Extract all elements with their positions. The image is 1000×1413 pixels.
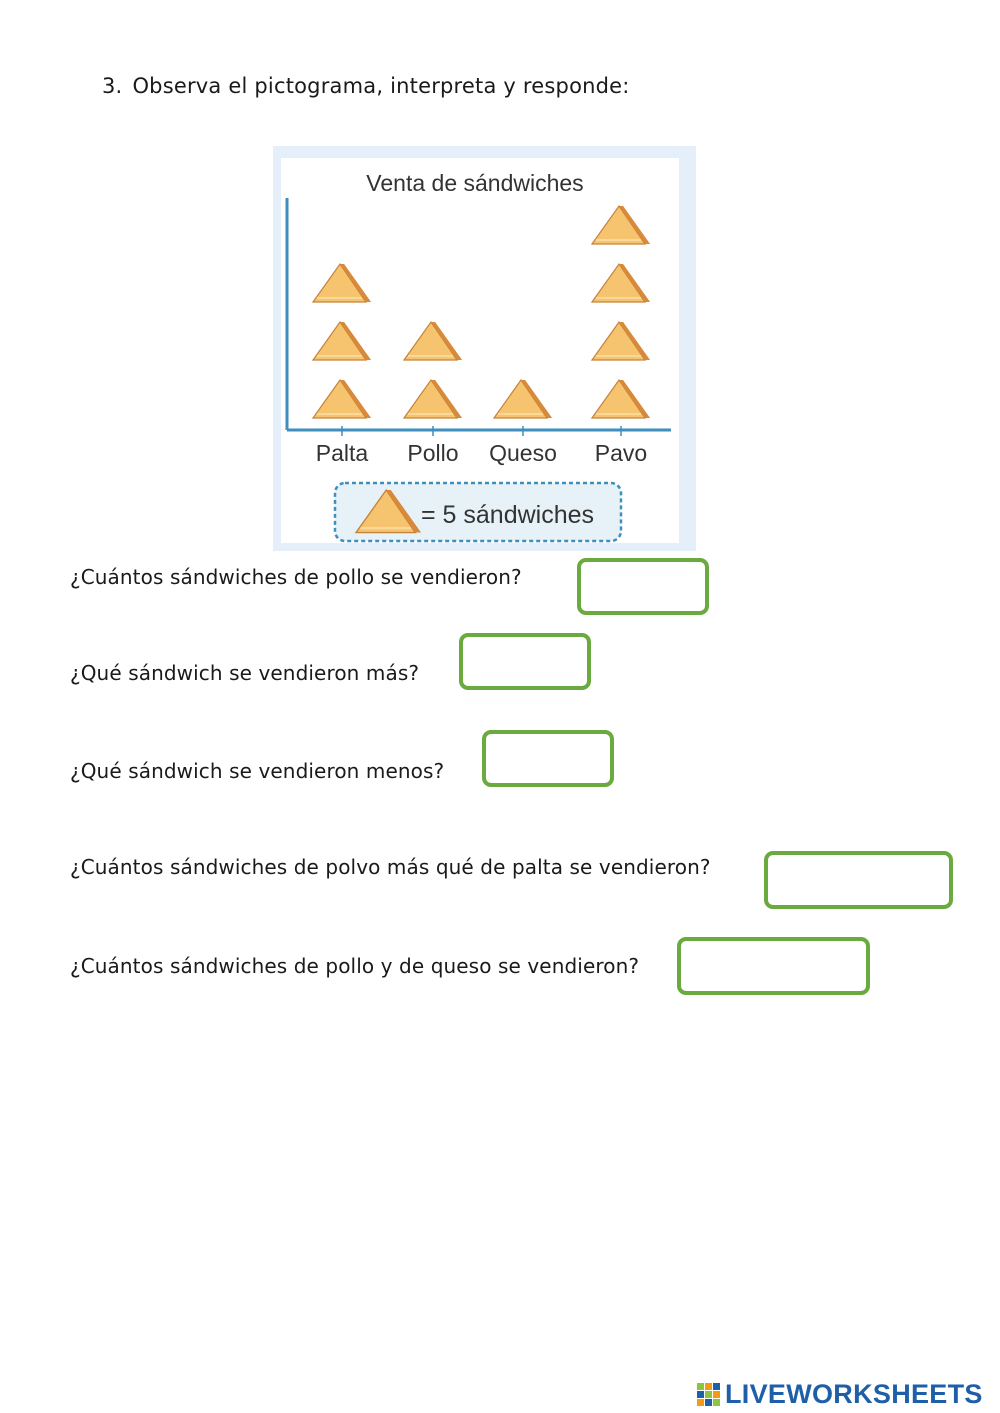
category-label-pollo: Pollo: [407, 440, 459, 466]
question-1: ¿Cuántos sándwiches de pollo se vendieron?: [70, 565, 522, 589]
chart-marks: [313, 206, 650, 418]
category-labels: [316, 440, 647, 466]
sandwich-icon-palta-3: [313, 264, 371, 302]
instruction: [102, 74, 630, 98]
chart-canvas: [281, 158, 679, 543]
sandwich-icon-pollo-2: [404, 322, 462, 360]
sandwich-icon-pavo-1: [592, 380, 650, 418]
category-label-pavo: Pavo: [594, 440, 648, 466]
liveworksheets-logo-icon: [697, 1383, 721, 1407]
answer-box-3[interactable]: [482, 730, 614, 787]
answer-box-4[interactable]: [764, 851, 953, 909]
instruction-text: Observa el pictograma, interpreta y responde:: [132, 74, 630, 98]
legend-text: = 5 sándwiches: [421, 501, 595, 529]
pictogram-chart: [273, 146, 696, 551]
answer-box-1[interactable]: [577, 558, 709, 615]
sandwich-icon-palta-2: [313, 322, 371, 360]
liveworksheets-brand: LIVEWORKSHEETS: [725, 1379, 983, 1409]
question-3: ¿Qué sándwich se vendieron menos?: [70, 759, 445, 783]
chart-svg: [281, 158, 679, 543]
answer-box-2[interactable]: [459, 633, 591, 690]
sandwich-icon-queso-1: [494, 380, 552, 418]
sandwich-icon-pavo-4: [592, 206, 650, 244]
sandwich-icon-palta-1: [313, 380, 371, 418]
sandwich-icon-pollo-1: [404, 380, 462, 418]
instruction-number: 3.: [102, 74, 123, 98]
sandwich-icon-pavo-3: [592, 264, 650, 302]
chart-title: Venta de sándwiches: [366, 170, 584, 196]
sandwich-icon-pavo-2: [592, 322, 650, 360]
question-5: ¿Cuántos sándwiches de pollo y de queso se vendieron?: [70, 954, 640, 978]
question-4: ¿Cuántos sándwiches de polvo más qué de palta se vendieron?: [70, 855, 711, 879]
question-2: ¿Qué sándwich se vendieron más?: [70, 661, 420, 685]
answer-box-5[interactable]: [677, 937, 870, 995]
chart-legend: [335, 483, 621, 541]
category-label-palta: Palta: [315, 440, 369, 466]
liveworksheets-logo: [697, 1379, 983, 1410]
category-label-queso: Queso: [489, 440, 557, 466]
